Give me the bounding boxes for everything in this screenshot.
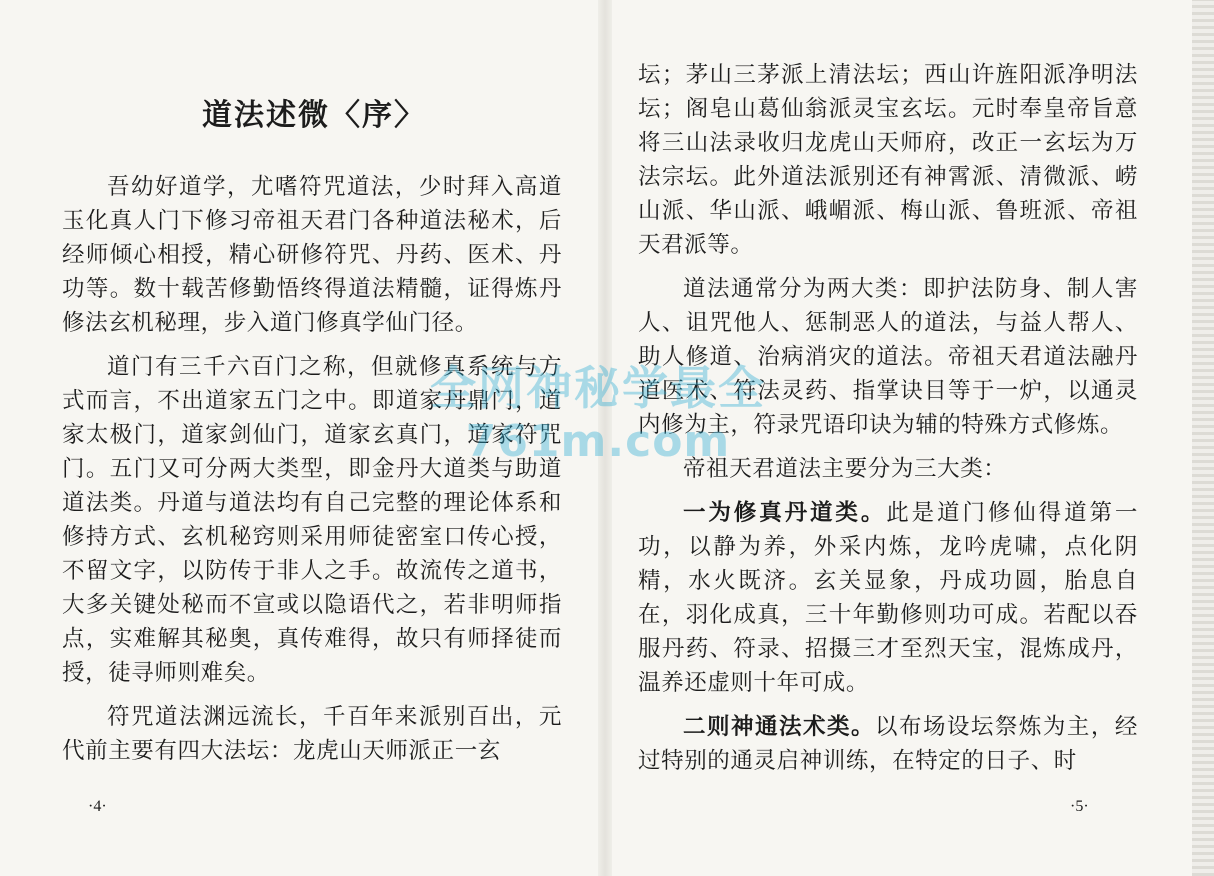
paragraph-category-2	[638, 710, 1138, 778]
category-heading: 二则神通法术类。	[683, 714, 875, 740]
left-page-body	[62, 170, 562, 768]
page-number: ·4·	[88, 798, 107, 815]
left-page	[62, 0, 562, 876]
paragraph: 吾幼好道学，尤嗜符咒道法，少时拜入高道玉化真人门下修习帝祖天君门各种道法秘术，后经师倾心相授，精心研修符咒、丹药、医术、丹功等。数十载苦修勤悟终得道法精髓，证得炼丹修法玄机秘理，步入道门修真学仙门径。	[62, 174, 562, 336]
watermark-url: 761m.com	[465, 416, 731, 467]
watermark-line: 全网神秘学最全	[430, 361, 766, 415]
paragraph: 符咒道法渊远流长，千百年来派别百出，元代前主要有四大法坛：龙虎山天师派正一玄	[62, 704, 562, 764]
paragraph: 道法通常分为两大类：即护法防身、制人害人、诅咒他人、惩制恶人的道法，与益人帮人、助人修道、治病消灾的道法。帝祖天君道法融丹道医术、符法灵药、指掌诀目等于一炉，以通灵内修为主，符录咒语印诀为辅的特殊方式修炼。	[638, 276, 1138, 438]
right-page	[638, 0, 1138, 876]
paragraph: 道门有三千六百门之称，但就修真系统与方式而言，不出道家五门之中。即道家丹鼎门，道家太极门，道家剑仙门，道家玄真门，道家符咒门。五门又可分两大类型，即金丹大道类与助道道法类。丹道与道法均有自己完整的理论体系和修持方式、玄机秘窍则采用师徒密室口传心授，不留文字，以防传于非人之手。故流传之道书，大多关键处秘而不宣或以隐语代之，若非明师指点，实难解其秘奥，真传难得，故只有师择徒而授，徒寻师则难矣。	[62, 354, 562, 686]
page-number: ·5·	[1070, 798, 1089, 815]
paragraph-category-1	[638, 496, 1138, 700]
page-edge	[1192, 0, 1214, 876]
book-gutter	[598, 0, 612, 876]
category-body: 以布场设坛祭炼为主，经过特别的通灵启神训练，在特定的日子、时	[638, 714, 1138, 774]
paragraph: 帝祖天君道法主要分为三大类：	[683, 456, 1007, 482]
category-heading: 一为修真丹道类。	[683, 500, 887, 526]
page-title: 道法述微〈序〉	[202, 98, 426, 133]
right-page-body	[638, 58, 1138, 778]
paragraph-continuation: 坛；茅山三茅派上清法坛；西山许旌阳派净明法坛；阁皂山葛仙翁派灵宝玄坛。元时奉皇帝旨意将三山法录收归龙虎山天师府，改正一玄坛为万法宗坛。此外道法派别还有神霄派、清微派、崂山派、华山派、峨嵋派、梅山派、鲁班派、帝祖天君派等。	[638, 62, 1138, 258]
category-body: 此是道门修仙得道第一功，以静为养，外采内炼，龙吟虎啸，点化阴精，水火既济。玄关显象，丹成功圆，胎息自在，羽化成真，三十年勤修则功可成。若配以吞服丹药、符录、招摄三才至烈天宝，混炼成丹，温养还虚则十年可成。	[638, 500, 1138, 696]
